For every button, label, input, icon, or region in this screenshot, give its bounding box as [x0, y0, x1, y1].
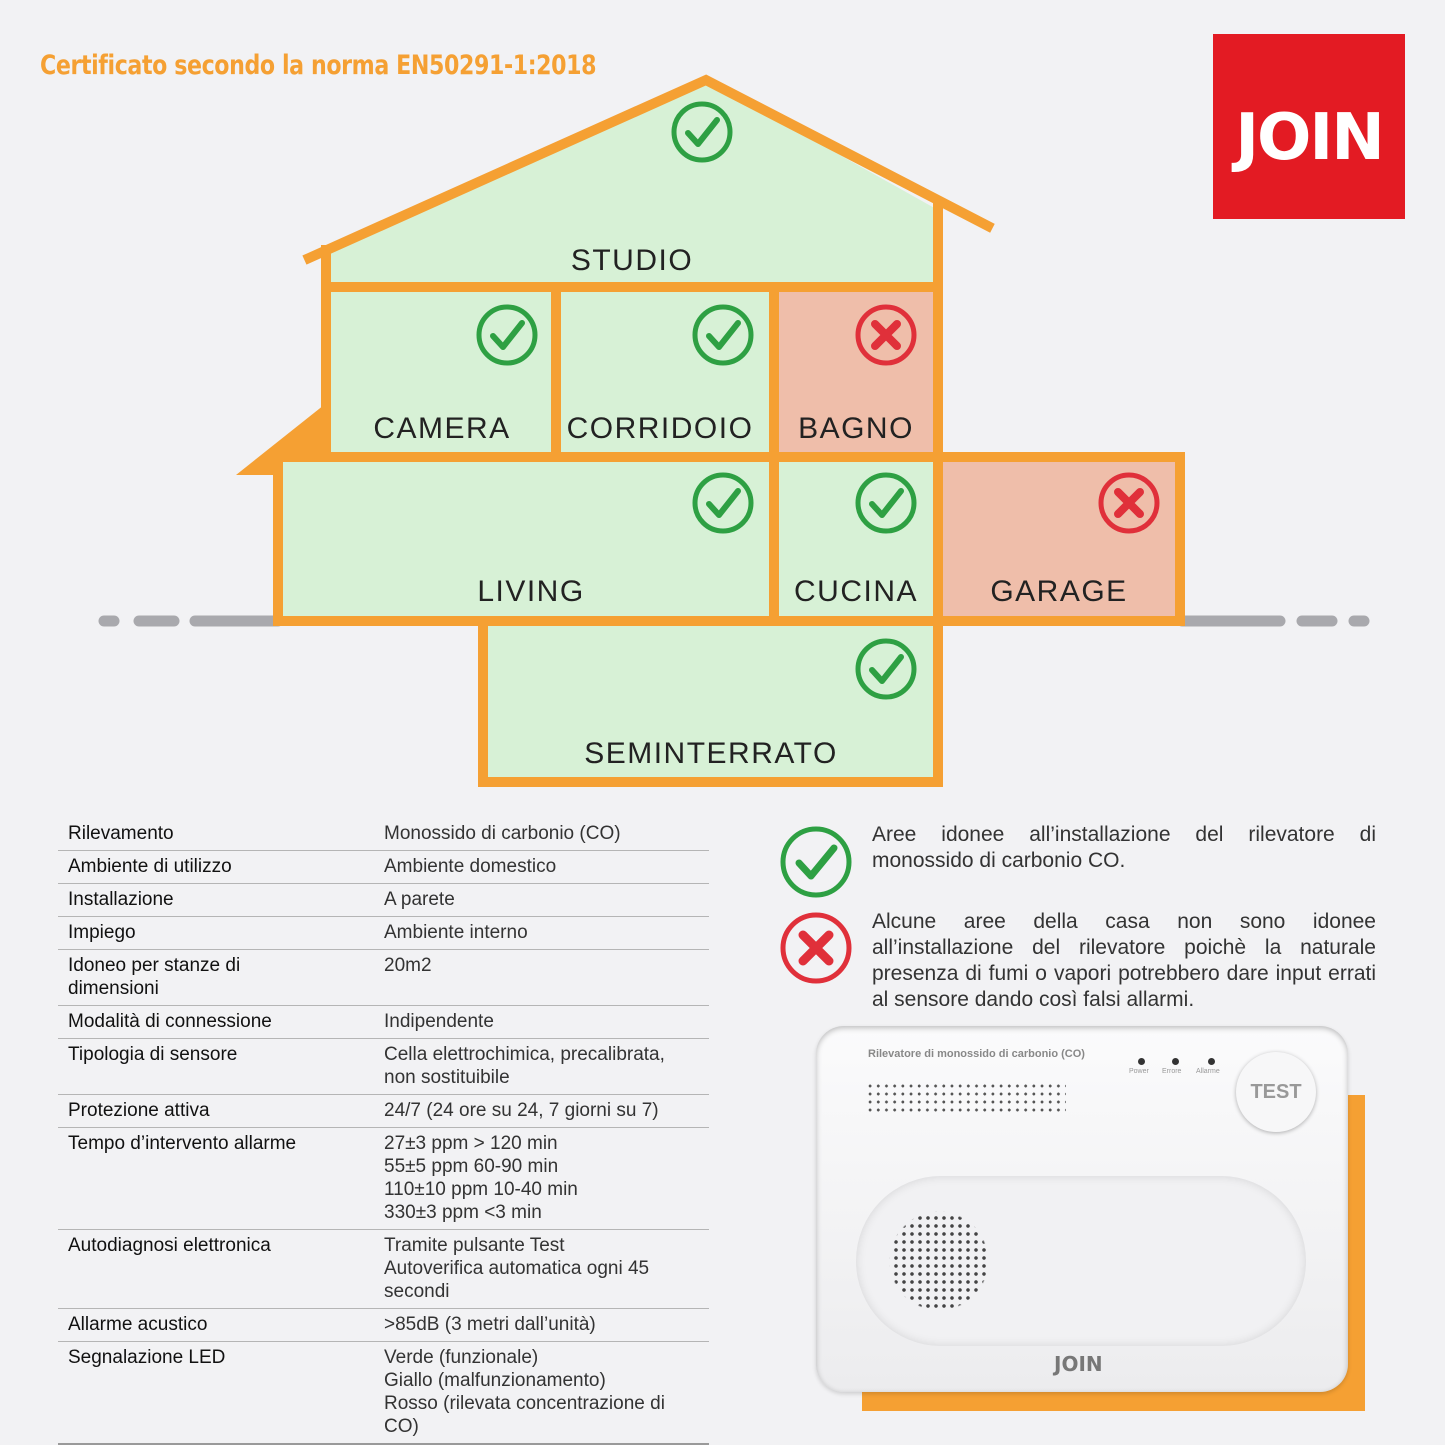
led-power-label: Power	[1129, 1068, 1149, 1075]
table-row	[58, 1039, 709, 1095]
table-row	[58, 1342, 709, 1445]
room-label-seminterrato: SEMINTERRATO	[584, 737, 838, 770]
spec-key: Tempo d’intervento allarme	[58, 1128, 374, 1230]
led-alarm-dot	[1208, 1058, 1215, 1065]
spec-value: Monossido di carbonio (CO)	[374, 820, 709, 851]
table-row	[58, 917, 709, 950]
led-error-dot	[1172, 1058, 1179, 1065]
specs-table	[58, 820, 709, 1445]
spec-key: Impiego	[58, 917, 374, 950]
spec-value: Verde (funzionale) Giallo (malfunzionamento) Rosso (rilevata concentrazione di CO)	[374, 1342, 709, 1445]
table-row	[58, 1095, 709, 1128]
table-row	[58, 1128, 709, 1230]
spec-value: Tramite pulsante Test Autoverifica automatica ogni 45 secondi	[374, 1230, 709, 1309]
co-detector-device	[816, 1026, 1348, 1392]
table-row	[58, 820, 709, 851]
spec-key: Modalità di connessione	[58, 1006, 374, 1039]
legend-unsuitable-text: Alcune aree della casa non sono idonee all’installazione del rilevatore poichè la naturale presenza di fumi o vapori potrebbero dare input errati al sensore dando così falsi allarmi.	[872, 910, 1376, 1011]
table-row	[58, 1006, 709, 1039]
room-label-camera: CAMERA	[373, 412, 511, 445]
spec-key: Installazione	[58, 884, 374, 917]
legend-check-icon	[778, 824, 854, 900]
spec-key: Protezione attiva	[58, 1095, 374, 1128]
led-error-label: Errore	[1162, 1068, 1182, 1075]
spec-key: Tipologia di sensore	[58, 1039, 374, 1095]
certification-title: Certificato secondo la norma EN50291-1:2018	[40, 50, 597, 81]
room-label-corridoio: CORRIDOIO	[566, 412, 754, 445]
room-label-living: LIVING	[477, 575, 585, 608]
spec-key: Autodiagnosi elettronica	[58, 1230, 374, 1309]
spec-key: Rilevamento	[58, 820, 374, 851]
legend-cross-icon	[778, 910, 854, 986]
brand-logo-text: JOIN	[1235, 100, 1383, 175]
table-row	[58, 1309, 709, 1342]
spec-key: Allarme acustico	[58, 1309, 374, 1342]
table-row	[58, 1230, 709, 1309]
spec-value: Cella elettrochimica, precalibrata, non sostituibile	[374, 1039, 709, 1095]
led-power-dot	[1138, 1058, 1145, 1065]
room-label-bagno: BAGNO	[798, 412, 914, 445]
spec-key: Segnalazione LED	[58, 1342, 374, 1445]
room-label-studio: STUDIO	[570, 244, 694, 277]
speaker-grille	[884, 1206, 994, 1316]
spec-value: Indipendente	[374, 1006, 709, 1039]
table-row	[58, 851, 709, 884]
test-button[interactable]: TEST	[1236, 1052, 1316, 1132]
spec-value: 20m2	[374, 950, 709, 1006]
led-alarm-label: Allarme	[1196, 1068, 1220, 1075]
spec-value: Ambiente interno	[374, 917, 709, 950]
spec-value: 24/7 (24 ore su 24, 7 giorni su 7)	[374, 1095, 709, 1128]
device-brand: JOIN	[1054, 1352, 1103, 1376]
spec-value: >85dB (3 metri dall’unità)	[374, 1309, 709, 1342]
spec-value: 27±3 ppm > 120 min 55±5 ppm 60-90 min 110±10 ppm 10-40 min 330±3 ppm <3 min	[374, 1128, 709, 1230]
spec-key: Ambiente di utilizzo	[58, 851, 374, 884]
table-row	[58, 950, 709, 1006]
sensor-grille	[866, 1082, 1066, 1112]
table-row	[58, 884, 709, 917]
spec-value: Ambiente domestico	[374, 851, 709, 884]
room-label-garage: GARAGE	[990, 575, 1128, 608]
spec-value: A parete	[374, 884, 709, 917]
room-label-cucina: CUCINA	[793, 575, 919, 608]
spec-key: Idoneo per stanze di dimensioni	[58, 950, 374, 1006]
legend-suitable-text: Aree idonee all’installazione del rilevatore di monossido di carbonio CO.	[872, 823, 1376, 872]
device-title: Rilevatore di monossido di carbonio (CO)	[868, 1048, 1085, 1060]
